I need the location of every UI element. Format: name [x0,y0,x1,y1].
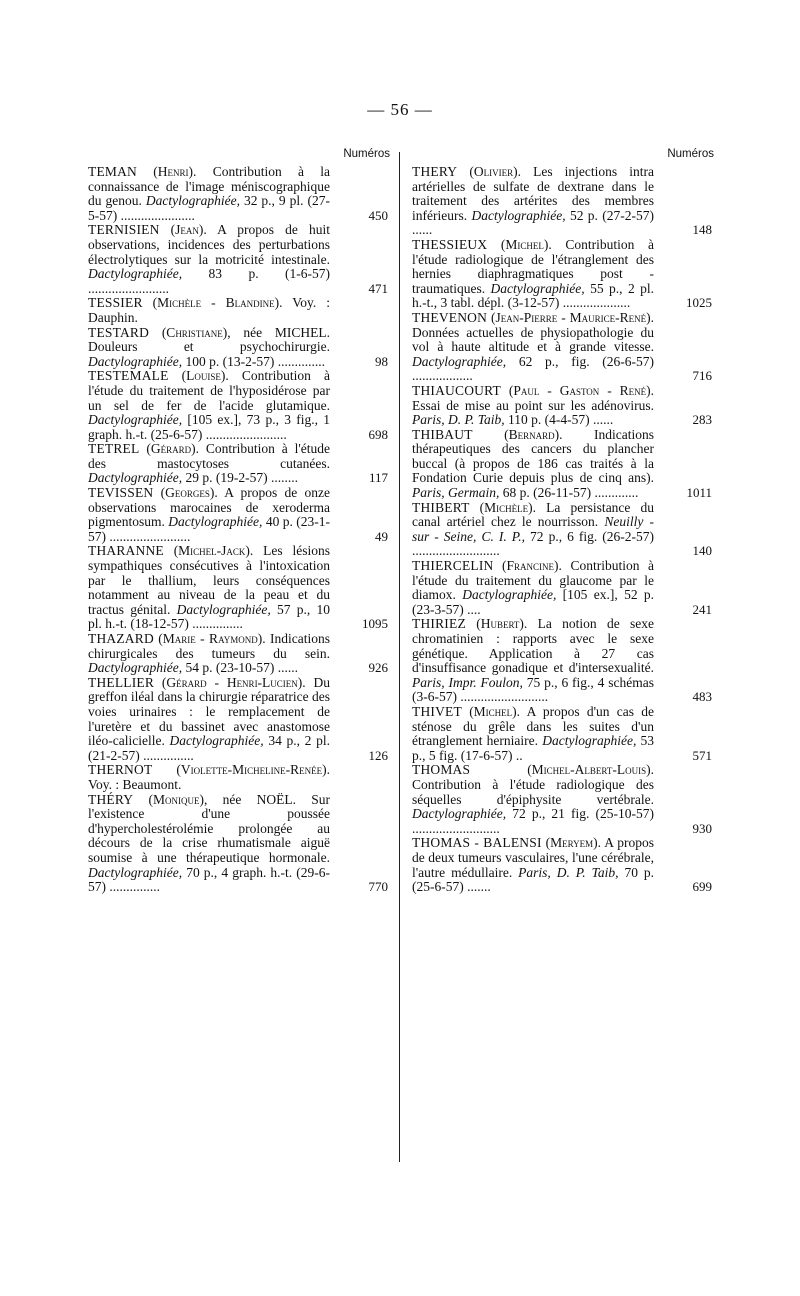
publisher: Dactylographiée, [412,353,507,369]
author-given-name: (Meryem). [545,835,602,851]
author-given-name: (Michel-Jack). [173,543,254,559]
author-name: THELLIER [88,674,155,690]
index-entry [88,486,388,544]
entry-list-right [412,165,712,895]
entry-number: 930 [692,820,712,836]
author-name: THIRIEZ [412,616,466,632]
thesis-title: Contribution à la connaissance de l'image méniscographique du genou. [88,164,330,209]
index-entry [88,676,388,764]
thesis-title: La notion de sexe chromatinien : rapports avec le sexe génétique. Application à 27 cas d'insuffisance gonadique et d'intersexualité. [412,616,654,676]
author-given-name: (Michèle). [479,499,537,515]
entry-number: 241 [692,601,712,617]
author-name: THÉRY [88,791,134,807]
thesis-details: 34 p., 2 pl. (21-2-57) ............... [88,733,330,763]
author-given-name: (Francine). [502,558,562,574]
thesis-details: 52 p. (27-2-57) ...... [412,207,655,238]
index-entry [88,763,388,792]
publisher: Dactylographiée, [542,733,637,749]
author-name: THEVENON [412,309,488,325]
author-given-name: (Olivier). [469,164,521,179]
thesis-title: née NOËL. Sur l'existence d'une poussée d'hypercholestérolémie prolongée au décours de la crise rhumatismale aiguë soumise à une thérapeutique hormonale. [88,791,330,865]
thesis-title: Voy. : Dauphin. [88,295,330,325]
column-divider [399,152,400,1162]
entry-number: 716 [692,368,712,384]
publisher: Dactylographiée, [88,660,183,676]
thesis-details: 70 p., 4 graph. h.-t. (29-6-57) ............... [88,864,330,895]
publisher: Paris, Impr. Foulon, [412,674,523,690]
author-name: TETREL [88,441,140,457]
index-entry [412,763,712,836]
column-header-left: Numéros [343,148,390,160]
thesis-title: A propos de huit observations, incidences des perturbations électrolytiques sur la motricité intestinale. [88,222,331,267]
author-name: THERNOT [88,762,153,778]
entry-number: 1011 [686,485,712,501]
thesis-details: 57 p., 10 pl. h.-t. (18-12-57) ............... [88,601,331,632]
author-name: THAZARD [88,631,154,646]
right-column [412,148,712,895]
column-header-right: Numéros [667,148,714,160]
index-entry [412,559,712,617]
entry-number: 49 [375,528,388,544]
author-name: THOMAS [412,762,471,778]
author-name: THESSIEUX [412,236,488,252]
index-entry [88,165,388,223]
index-entry [88,442,388,486]
thesis-details: 70 p. (25-6-57) ....... [412,864,655,895]
author-given-name: (Jean). [170,222,207,238]
publisher: Dactylographiée, [490,280,585,296]
publisher: Paris, D. P. Taib, [518,864,619,880]
thesis-details: 62 p., fig. (26-6-57) .................. [412,353,655,384]
index-entry [88,632,388,676]
thesis-title: Indications thérapeutiques des cancers du plancher buccal (à propos de 186 cas traités à la Fondation Curie depuis plus de cinq ans). [412,426,655,486]
thesis-details: 83 p. (1-6-57) ........................ [88,266,331,296]
thesis-title: A propos d'un cas de sténose du grêle dans les suites d'un étranglement herniaire. [412,703,654,749]
index-entry [412,238,712,311]
entry-list-left [88,165,388,895]
entry-number: 148 [692,222,712,238]
index-entry [412,836,712,894]
index-entry [88,223,388,296]
index-entry [412,705,712,763]
thesis-title: Contribution à l'étude radiologique des séquelles d'épiphysite vertébrale. [412,776,654,807]
entry-number: 571 [692,747,712,763]
author-name: THIAUCOURT [412,382,501,398]
thesis-details: 75 p., 6 fig., 4 schémas (3-6-57) .......................... [412,674,654,705]
publisher: Dactylographiée, [88,266,183,282]
thesis-title: A propos de onze observations marocaines de xeroderma pigmentosum. [88,485,331,530]
thesis-title: Les lésions sympathiques consécutives à l'intoxication par le thallium, leurs conséquences notamment au niveau de la peau et du tractus génital. [88,543,330,617]
publisher: Dactylographiée, [462,587,557,603]
author-given-name: (Michèle - Blandine). [152,295,283,311]
entry-number: 117 [368,470,388,486]
thesis-title: Contribution à l'étude du traitement du glaucome par le diamox. [412,558,654,603]
author-name: THIBAUT [412,426,473,442]
author-given-name: (Gérard - Henri-Lucien). [161,674,306,690]
thesis-details: [105 ex.], 73 p., 3 fig., 1 graph. h.-t. (25-6-57) ........................ [88,412,331,442]
author-given-name: (Paul - Gaston - René). [508,382,654,398]
thesis-details: 72 p., 6 fig. (26-2-57) .......................... [412,528,655,559]
page-number: — 56 — [367,100,433,119]
left-column [88,148,388,895]
entry-number: 471 [368,280,388,296]
entry-number: 926 [368,660,388,676]
index-entry [412,428,712,501]
author-name: THOMAS - BALENSI [412,835,542,851]
thesis-title: Contribution à l'étude des mastocytoses cutanées. [88,441,331,471]
thesis-title: Indications chirurgicales des tumeurs du sein. [88,631,331,661]
entry-number: 283 [692,412,712,428]
index-entry [88,793,388,895]
author-given-name: (Michel-Albert-Louis). [527,762,654,778]
publisher: Dactylographiée, [88,353,183,369]
index-entry [412,501,712,559]
thesis-details: [105 ex.], 52 p. (23-3-57) .... [412,587,655,617]
thesis-title: Contribution à l'étude du traitement de l'hyposidérose par un sel de fer de l'acide glutamique. [88,368,330,413]
index-entry [88,326,388,370]
index-entry [412,165,712,238]
thesis-details: 100 p. (13-2-57) .............. [185,353,325,369]
author-name: THERY [412,164,458,179]
entry-number: 450 [368,207,388,223]
publisher: Dactylographiée, [176,601,271,617]
thesis-title: Les injections intra artérielles de sulfate de dextrane dans le traitement des artérites des membres inférieurs. [412,164,655,223]
index-entry [412,617,712,705]
index-entry [88,296,388,325]
publisher: Dactylographiée, [145,193,240,209]
author-name: TEMAN [88,164,137,179]
thesis-details: 55 p., 2 pl. h.-t., 3 tabl. dépl. (3-12-57) .................... [412,280,655,311]
author-name: THIVET [412,703,462,719]
entry-number: 698 [368,426,388,442]
publisher: Paris, D. P. Taib, [412,412,505,428]
author-name: THIERCELIN [412,558,494,574]
publisher: Paris, Germain, [412,485,500,501]
author-given-name: (Hubert). [476,616,528,632]
thesis-details: 110 p. (4-4-57) ...... [508,412,614,428]
thesis-details: 72 p., 21 fig. (25-10-57) .......................... [412,806,654,836]
publisher: Dactylographiée, [88,412,183,428]
author-given-name: (Christiane), [161,324,231,340]
entry-number: 770 [368,879,388,895]
thesis-details: 29 p. (19-2-57) ........ [185,470,298,486]
index-entry [412,384,712,428]
publisher: Dactylographiée, [88,470,183,486]
entry-number: 98 [375,353,388,369]
entry-number: 483 [692,689,712,705]
publisher: Dactylographiée, [168,514,263,530]
publisher: Neuilly - sur - Seine, C. I. P., [412,514,655,544]
author-given-name: (Gérard). [146,441,199,457]
entry-number: 1095 [362,616,388,632]
thesis-title: Essai de mise au point sur les adénovirus. [412,397,654,413]
author-given-name: (Monique), [148,791,208,807]
thesis-details: 40 p. (23-1-57) ........................ [88,514,331,544]
author-given-name: (Michel). [500,236,552,252]
thesis-details: 53 p., 5 fig. (17-6-57) .. [412,733,655,763]
entry-number: 1025 [686,295,712,311]
publisher: Dactylographiée, [169,733,264,749]
thesis-title: Données actuelles de physiopathologie du vol à haute altitude et à grande vitesse. [412,324,654,355]
entry-number: 140 [692,543,712,559]
thesis-title: Du greffon iléal dans la chirurgie réparatrice des voies urinaires : le remplacement de l'uretère et du bassinet avec anastomose iléo-calicielle. [88,674,330,749]
publisher: Dactylographiée, [88,864,183,880]
author-name: TERNISIEN [88,222,160,238]
author-name: TESTARD [88,324,150,340]
author-given-name: (Henri). [153,164,197,179]
index-entry [88,544,388,632]
author-given-name: (Marie - Raymond). [158,631,266,646]
publisher: Dactylographiée, [412,806,507,822]
author-name: TESTEMALE [88,368,169,384]
thesis-title: La persistance du canal artériel chez le nourrisson. [412,499,654,530]
thesis-title: née MICHEL. Douleurs et psychochirurgie. [88,324,331,355]
index-entry [88,369,388,442]
publisher: Dactylographiée, [471,207,566,223]
author-name: THIBERT [412,499,470,515]
thesis-details: 32 p., 9 pl. (27-5-57) ...................... [88,193,330,223]
index-entry [412,311,712,384]
thesis-title: Contribution à l'étude radiologique de l'étranglement des hernies diaphragmatiques post - traumatiques. [412,236,655,296]
thesis-title: Voy. : Beaumont. [88,776,182,792]
author-name: THARANNE [88,543,164,559]
author-given-name: (Michel). [469,703,521,719]
author-name: TEVISSEN [88,485,154,501]
entry-number: 699 [692,879,712,895]
author-given-name: (Violette-Micheline-Renée). [176,762,330,778]
thesis-details: 68 p. (26-11-57) ............. [502,485,639,501]
author-given-name: (Bernard). [504,426,563,442]
author-given-name: (Louise). [181,368,229,384]
thesis-details: 54 p. (23-10-57) ...... [185,660,298,676]
entry-number: 126 [368,747,388,763]
author-given-name: (Georges). [160,485,218,501]
author-name: TESSIER [88,295,143,311]
author-given-name: (Jean-Pierre - Maurice-René). [491,309,654,325]
thesis-title: A propos de deux tumeurs vasculaires, l'une cérébrale, l'autre médullaire. [412,835,654,880]
